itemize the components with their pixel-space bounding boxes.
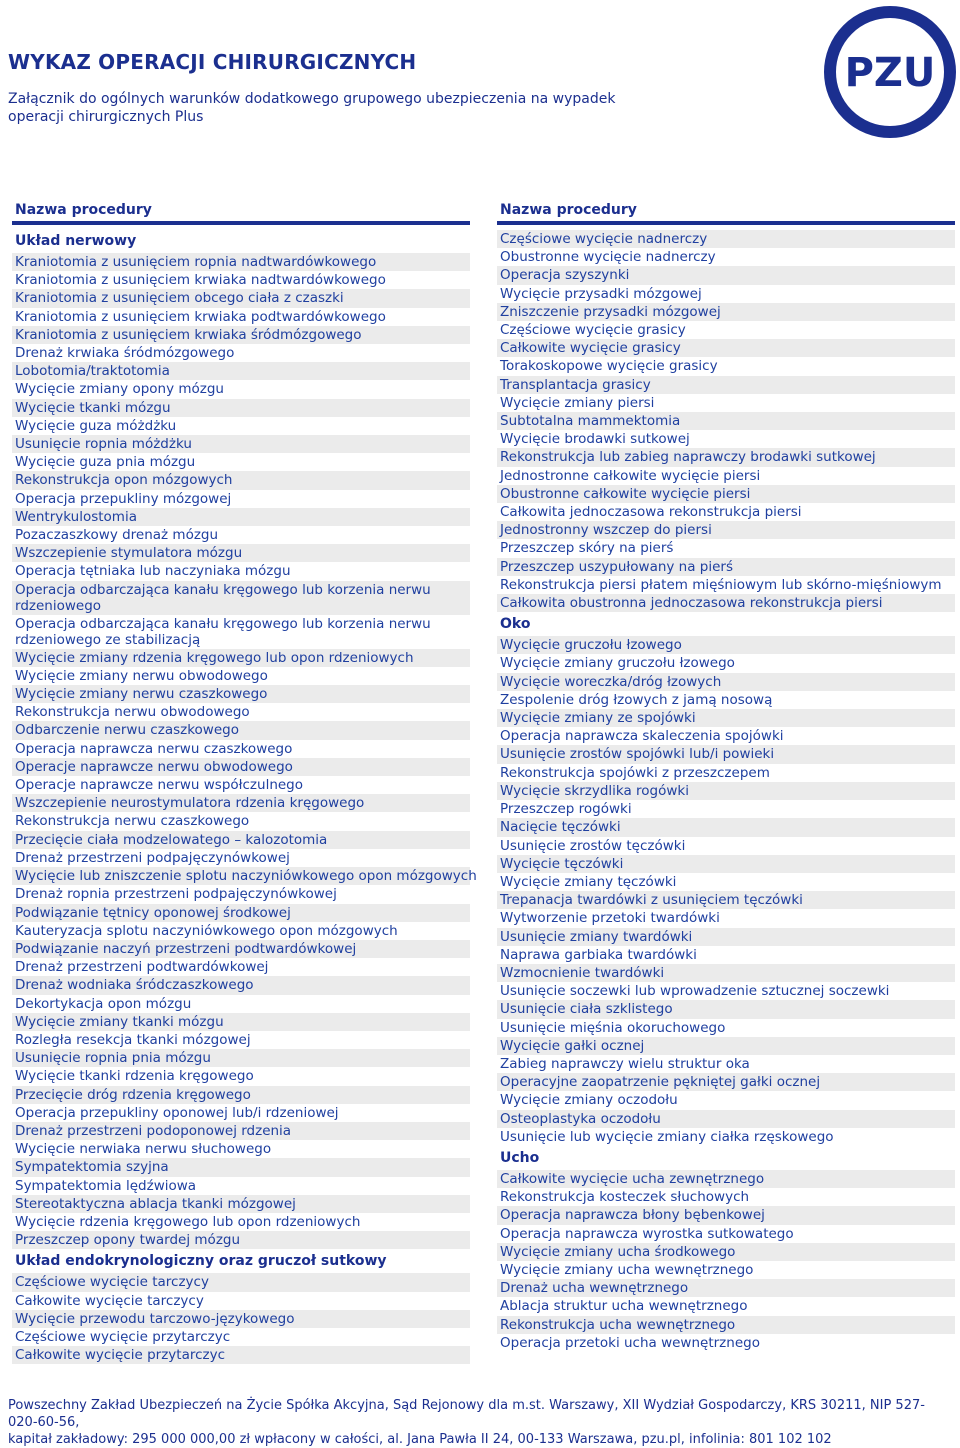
- procedure-item: Wszczepienie stymulatora mózgu: [12, 544, 470, 562]
- procedure-item: Operacja przetoki ucha wewnętrznego: [500, 1334, 760, 1351]
- left-column-header: Nazwa procedury: [12, 200, 470, 225]
- procedure-item: Operacje naprawcze nerwu współczulnego: [15, 777, 304, 794]
- procedure-item: Wycięcie zmiany nerwu obwodowego: [15, 667, 268, 684]
- page-title: WYKAZ OPERACJI CHIRURGICZNYCH: [8, 50, 417, 74]
- procedure-item: Operacja odbarczająca kanału kręgowego lub korzenia nerwu rdzeniowego ze stabilizacją: [15, 615, 431, 648]
- procedure-item: Kraniotomia z usunięciem ropnia nadtwardówkowego: [12, 253, 470, 271]
- procedure-item: Nacięcie tęczówki: [497, 818, 955, 836]
- procedure-item: Rekonstrukcja piersi płatem mięśniowym lub skórno-mięśniowym: [500, 576, 942, 593]
- procedure-item: Wycięcie zmiany rdzenia kręgowego lub opon rdzeniowych: [12, 649, 470, 667]
- procedure-item: Częściowe wycięcie grasicy: [500, 322, 686, 339]
- procedure-item: Usunięcie ciała szklistego: [497, 1000, 955, 1018]
- section-title: Oko: [500, 616, 531, 633]
- procedure-item: Rekonstrukcja ucha wewnętrznego: [497, 1316, 955, 1334]
- footer-line-1: Powszechny Zakład Ubezpieczeń na Życie Spółka Akcyjna, Sąd Rejonowy dla m.st. Warszawy, XII Wydział Gospodarczy, KRS 30211, NIP 527-020-60-56,: [8, 1398, 925, 1430]
- procedure-item: Operacja tętniaka lub naczyniaka mózgu: [15, 563, 291, 580]
- procedure-item: Operacja naprawcza wyrostka sutkowatego: [500, 1225, 794, 1242]
- procedure-item: Rekonstrukcja lub zabieg naprawczy brodawki sutkowej: [497, 448, 955, 466]
- procedure-item: Wycięcie skrzydlika rogówki: [497, 782, 955, 800]
- page-subtitle: Załącznik do ogólnych warunków dodatkowego grupowego ubezpieczenia na wypadek operacji chirurgicznych Plus: [8, 91, 616, 125]
- procedure-item: Częściowe wycięcie tarczycy: [12, 1273, 470, 1291]
- procedure-item: Zabieg naprawczy wielu struktur oka: [500, 1055, 750, 1072]
- procedure-item: Przeszczep rogówki: [500, 801, 632, 818]
- procedure-item: Usunięcie zrostów tęczówki: [500, 837, 686, 854]
- procedure-item: Wentrykulostomia: [12, 508, 470, 526]
- procedure-item: Wycięcie zmiany ze spojówki: [497, 709, 955, 727]
- procedure-item: Usunięcie ropnia móżdżku: [12, 435, 470, 453]
- procedure-item: Operacja szyszynki: [497, 266, 955, 284]
- procedure-item: Całkowite wycięcie ucha zewnętrznego: [497, 1170, 955, 1188]
- procedure-item: Drenaż ropnia przestrzeni podpajęczynówkowej: [15, 886, 337, 903]
- procedure-item: Wycięcie guza pnia mózgu: [15, 454, 196, 471]
- right-column: [497, 200, 955, 1352]
- procedure-item: Drenaż wodniaka śródczaszkowego: [12, 976, 470, 994]
- procedure-item: Rekonstrukcja spojówki z przeszczepem: [500, 764, 770, 781]
- procedure-item: Drenaż przestrzeni podoponowej rdzenia: [12, 1122, 470, 1140]
- company-footer: [8, 1397, 953, 1448]
- procedure-item: Całkowita obustronna jednoczasowa rekonstrukcja piersi: [497, 594, 955, 612]
- procedure-item: Rekonstrukcja kosteczek słuchowych: [500, 1189, 750, 1206]
- procedure-item: Sympatektomia lędźwiowa: [15, 1177, 197, 1194]
- procedure-item: Trepanacja twardówki z usunięciem tęczówki: [497, 891, 955, 909]
- procedure-item: Drenaż przestrzeni podtwardówkowej: [15, 959, 269, 976]
- procedure-item: Operacja naprawcza błony bębenkowej: [497, 1206, 955, 1224]
- procedure-item: Kraniotomia z usunięciem krwiaka podtwardówkowego: [15, 308, 386, 325]
- procedure-item: Sympatektomia szyjna: [12, 1158, 470, 1176]
- procedure-item: Wycięcie rdzenia kręgowego lub opon rdzeniowych: [15, 1213, 361, 1230]
- procedure-item: Pozaczaszkowy drenaż mózgu: [15, 527, 219, 544]
- procedure-item: Całkowite wycięcie przytarczyc: [12, 1346, 470, 1364]
- procedure-item: Wycięcie zmiany opony mózgu: [15, 381, 224, 398]
- document-header: [8, 50, 768, 126]
- procedure-item: Obustronne wycięcie nadnerczy: [500, 249, 716, 266]
- procedure-item: Wycięcie brodawki sutkowej: [500, 431, 690, 448]
- procedure-item: Lobotomia/traktotomia: [12, 362, 470, 380]
- procedure-item: Całkowite wycięcie grasicy: [497, 339, 955, 357]
- procedure-item: Operacja naprawcza skaleczenia spojówki: [500, 728, 784, 745]
- procedure-item: Wycięcie lub zniszczenie splotu naczyniówkowego opon mózgowych: [12, 867, 470, 885]
- procedure-item: Wycięcie woreczka/dróg łzowych: [497, 673, 955, 691]
- procedure-item: Operacja odbarczająca kanału kręgowego lub korzenia nerwu rdzeniowego: [12, 581, 470, 615]
- procedure-item: Wycięcie tkanki rdzenia kręgowego: [15, 1068, 254, 1085]
- section-title: Układ nerwowy: [15, 233, 137, 249]
- procedure-item: Zniszczenie przysadki mózgowej: [497, 303, 955, 321]
- procedure-item: Przecięcie dróg rdzenia kręgowego: [12, 1086, 470, 1104]
- procedure-list: [12, 253, 477, 1249]
- procedure-item: Dekortykacja opon mózgu: [15, 995, 192, 1012]
- procedure-item: Operacja naprawcza nerwu czaszkowego: [15, 740, 293, 757]
- logo-text: PZU: [844, 50, 936, 96]
- procedure-item: Kauteryzacja splotu naczyniówkowego opon mózgowych: [15, 922, 398, 939]
- procedure-item: Wycięcie przewodu tarczowo-językowego: [12, 1310, 470, 1328]
- procedure-item: Jednostronny wszczep do piersi: [497, 521, 955, 539]
- procedure-item: Torakoskopowe wycięcie grasicy: [500, 358, 718, 375]
- procedure-item: Ablacja struktur ucha wewnętrznego: [500, 1298, 748, 1315]
- pzu-logo: [824, 6, 956, 138]
- procedure-item: Wycięcie tęczówki: [497, 855, 955, 873]
- procedure-item: Wycięcie tkanki mózgu: [12, 399, 470, 417]
- procedure-item: Podwiązanie naczyń przestrzeni podtwardówkowej: [12, 940, 470, 958]
- procedure-item: Rekonstrukcja nerwu czaszkowego: [15, 813, 250, 830]
- procedure-item: Wycięcie zmiany tkanki mózgu: [12, 1013, 470, 1031]
- procedure-item: Wycięcie nerwiaka nerwu słuchowego: [15, 1141, 272, 1158]
- procedure-item: Przeszczep uszypułowany na pierś: [497, 558, 955, 576]
- procedure-list: [497, 1170, 955, 1352]
- procedure-item: Częściowe wycięcie nadnerczy: [497, 230, 955, 248]
- procedure-item: Operacyjne zaopatrzenie pękniętej gałki ocznej: [497, 1073, 955, 1091]
- procedure-item: Wycięcie gruczołu łzowego: [497, 636, 955, 654]
- procedure-item: Wzmocnienie twardówki: [497, 964, 955, 982]
- procedure-item: Wytworzenie przetoki twardówki: [500, 910, 720, 927]
- procedure-item: Rekonstrukcja nerwu obwodowego: [15, 704, 250, 721]
- procedure-item: Kraniotomia z usunięciem krwiaka śródmózgowego: [12, 326, 470, 344]
- procedure-item: Operacja przepukliny mózgowej: [15, 490, 232, 507]
- procedure-item: Jednostronne całkowite wycięcie piersi: [500, 467, 761, 484]
- left-column: [12, 200, 477, 1364]
- procedure-item: Drenaż przestrzeni podpajęczynówkowej: [15, 849, 290, 866]
- procedure-item: Usunięcie zrostów spojówki lub/i powieki: [497, 745, 955, 763]
- procedure-item: Wycięcie zmiany ucha środkowego: [497, 1243, 955, 1261]
- footer-line-2: kapitał zakładowy: 295 000 000,00 zł wpłacony w całości, al. Jana Pawła II 24, 00-133 Warszawa, pzu.pl, infolinia: 801 102 102: [8, 1432, 832, 1447]
- procedure-item: Częściowe wycięcie przytarczyc: [15, 1328, 231, 1345]
- procedure-item: Usunięcie mięśnia okoruchowego: [500, 1019, 726, 1036]
- section-title: Ucho: [500, 1149, 540, 1166]
- procedure-item: Drenaż krwiaka śródmózgowego: [15, 345, 235, 362]
- procedure-item: Usunięcie zmiany twardówki: [497, 928, 955, 946]
- right-column-header: Nazwa procedury: [497, 200, 955, 225]
- procedure-item: Wycięcie guza móżdżku: [15, 417, 177, 434]
- procedure-item: Wycięcie zmiany tęczówki: [500, 873, 677, 890]
- procedure-item: Subtotalna mammektomia: [497, 412, 955, 430]
- procedure-item: Rekonstrukcja opon mózgowych: [12, 471, 470, 489]
- procedure-item: Wycięcie zmiany gruczołu łzowego: [500, 655, 735, 672]
- procedure-item: Przeszczep opony twardej mózgu: [12, 1231, 470, 1249]
- section-title: Układ endokrynologiczny oraz gruczoł sutkowy: [15, 1253, 387, 1270]
- procedure-item: Kraniotomia z usunięciem obcego ciała z czaszki: [12, 289, 470, 307]
- procedure-item: Wycięcie zmiany nerwu czaszkowego: [12, 685, 470, 703]
- procedure-item: Rozległa resekcja tkanki mózgowej: [15, 1031, 251, 1048]
- procedure-item: Naprawa garbiaka twardówki: [500, 946, 697, 963]
- procedure-item: Podwiązanie tętnicy oponowej środkowej: [12, 904, 470, 922]
- procedure-item: Odbarczenie nerwu czaszkowego: [12, 721, 470, 739]
- procedure-list: [12, 1273, 470, 1364]
- procedure-list: [497, 230, 955, 612]
- procedure-item: Transplantacja grasicy: [497, 376, 955, 394]
- procedure-item: Wycięcie przysadki mózgowej: [500, 285, 702, 302]
- procedure-item: Wszczepienie neurostymulatora rdzenia kręgowego: [12, 794, 470, 812]
- procedure-item: Wycięcie zmiany ucha wewnętrznego: [500, 1261, 754, 1278]
- procedure-item: Usunięcie ropnia pnia mózgu: [12, 1049, 470, 1067]
- procedure-item: Wycięcie gałki ocznej: [497, 1037, 955, 1055]
- procedure-item: Drenaż ucha wewnętrznego: [497, 1279, 955, 1297]
- procedure-item: Usunięcie soczewki lub wprowadzenie sztucznej soczewki: [500, 983, 890, 1000]
- procedure-item: Wycięcie zmiany piersi: [500, 394, 655, 411]
- procedure-item: Całkowite wycięcie tarczycy: [15, 1292, 204, 1309]
- procedure-item: Kraniotomia z usunięciem krwiaka nadtwardówkowego: [15, 272, 386, 289]
- procedure-item: Operacje naprawcze nerwu obwodowego: [12, 758, 470, 776]
- procedure-list: [497, 636, 955, 1146]
- procedure-item: Zespolenie dróg łzowych z jamą nosową: [500, 691, 773, 708]
- procedure-item: Wycięcie zmiany oczodołu: [500, 1092, 678, 1109]
- procedure-item: Obustronne całkowite wycięcie piersi: [497, 485, 955, 503]
- procedure-item: Operacja przepukliny oponowej lub/i rdzeniowej: [15, 1104, 339, 1121]
- procedure-item: Przecięcie ciała modzelowatego – kalozotomia: [12, 831, 470, 849]
- procedure-item: Całkowita jednoczasowa rekonstrukcja piersi: [500, 504, 802, 521]
- procedure-item: Usunięcie lub wycięcie zmiany ciałka rzęskowego: [500, 1128, 834, 1145]
- procedure-item: Stereotaktyczna ablacja tkanki mózgowej: [12, 1195, 470, 1213]
- procedure-item: Osteoplastyka oczodołu: [497, 1110, 955, 1128]
- procedure-item: Przeszczep skóry na pierś: [500, 540, 674, 557]
